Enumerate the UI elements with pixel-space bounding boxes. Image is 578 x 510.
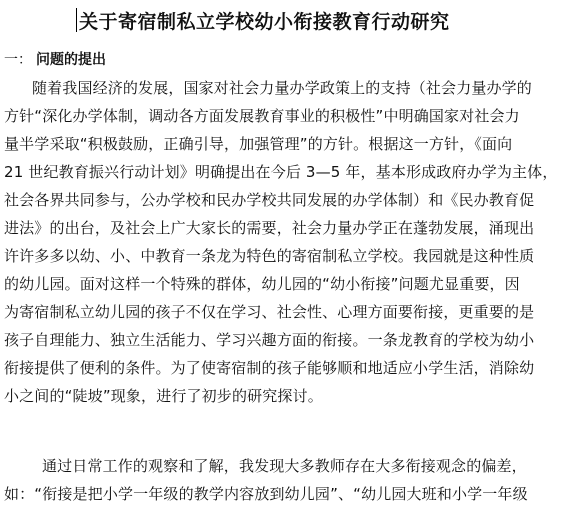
section-heading bbox=[4, 49, 106, 69]
paragraph-line: 进法》的出台，及社会上广大家长的需要，社会力量办学正在蓬勃发展，涌现出 bbox=[4, 219, 535, 237]
paragraph-1 bbox=[4, 74, 576, 410]
text-cursor bbox=[76, 8, 77, 32]
paragraph-line: 如：“衔接是把小学一年级的教学内容放到幼儿园”、“幼儿园大班和小学一年级 bbox=[4, 485, 528, 503]
paragraph-line: 量半学采取“积极鼓励，正确引导，加强管理”的方针。根据这一方针，《面向 bbox=[4, 135, 513, 153]
paragraph-line: 21 世纪教育振兴行动计划》明确提出在今后 3—5 年，基本形成政府办学为主体， bbox=[4, 163, 558, 181]
paragraph-line: 为寄宿制私立幼儿园的孩子不仅在学习、社会性、心理方面要衔接，更重要的是 bbox=[4, 303, 535, 321]
paragraph-line: 方针“深化办学体制，调动各方面发展教育事业的积极性”中明确国家对社会力 bbox=[4, 107, 520, 125]
paragraph-line: 的幼儿园。面对这样一个特殊的群体，幼儿园的“幼小衔接”问题尤显重要，因 bbox=[4, 275, 520, 293]
paragraph-line: 许许多多以幼、小、中教育一条龙为特色的寄宿制私立学校。我园就是这种性质 bbox=[4, 247, 535, 265]
paragraph-line: 孩子自理能力、独立生活能力、学习兴趣方面的衔接。一条龙教育的学校为幼小 bbox=[4, 331, 535, 349]
paragraph-line: 社会各界共同参与，公办学校和民办学校共同发展的办学体制）和《民办教育促 bbox=[4, 191, 535, 209]
paragraph-2 bbox=[4, 452, 576, 508]
paragraph-line: 随着我国经济的发展，国家对社会力量办学政策上的支持（社会力量办学的 bbox=[32, 79, 532, 97]
document-title: 关于寄宿制私立学校幼小衔接教育行动研究 bbox=[79, 10, 450, 33]
paragraph-line: 通过日常工作的观察和了解，我发现大多教师存在大多衔接观念的偏差， bbox=[42, 457, 527, 475]
paragraph-line: 小之间的“陡坡”现象，进行了初步的研究探讨。 bbox=[4, 387, 323, 405]
section-title: 问题的提出 bbox=[36, 52, 106, 68]
paragraph-line: 衔接提供了便利的条件。为了使寄宿制的孩子能够顺和地适应小学生活，消除幼 bbox=[4, 359, 535, 377]
section-number: 一： bbox=[4, 52, 32, 68]
title-area bbox=[76, 6, 450, 34]
